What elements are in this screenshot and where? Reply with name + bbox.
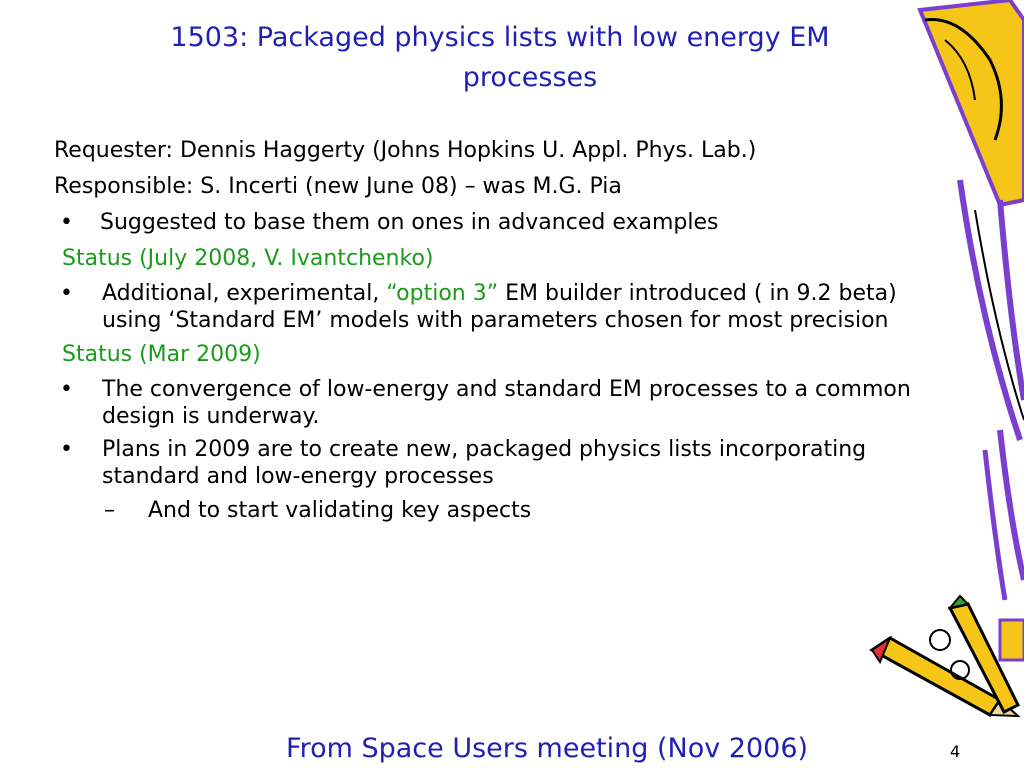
pencil-small-icon (872, 596, 1018, 716)
option3-highlight: “option 3” (386, 281, 499, 306)
page-number: 4 (950, 742, 961, 761)
bullet-marker: • (60, 437, 73, 462)
status-heading-2: Status (Mar 2009) (62, 342, 261, 367)
bullet-additional-post: EM builder introduced ( in 9.2 beta) using ‘Standard EM’ models with parameters chosen for most precision (102, 281, 897, 333)
sub-bullet-text: And to start validating key aspects (148, 498, 532, 523)
requester-line: Requester: Dennis Haggerty (Johns Hopkins U. Appl. Phys. Lab.) (54, 138, 757, 163)
bullet-suggested-text: Suggested to base them on ones in advanced examples (100, 210, 719, 235)
responsible-line: Responsible: S. Incerti (new June 08) – was M.G. Pia (54, 174, 622, 199)
slide-title-line1: 1503: Packaged physics lists with low energy EM (170, 22, 830, 53)
slide-title-line2: processes (462, 62, 598, 93)
bullet-marker: • (60, 281, 73, 306)
slide-footer: From Space Users meeting (Nov 2006) (286, 733, 809, 764)
bullet-marker: • (60, 210, 73, 235)
status-heading-1: Status (July 2008, V. Ivantchenko) (62, 246, 434, 271)
bullet-plans-text: Plans in 2009 are to create new, packaged physics lists incorporating standard and low-energy processes (102, 437, 867, 489)
bullet-marker: • (60, 377, 73, 402)
dash-marker: – (104, 498, 115, 523)
bullet-additional-pre: Additional, experimental, (102, 281, 387, 306)
pencil-large-icon (920, 0, 1024, 660)
bullet-convergence-text: The convergence of low-energy and standard EM processes to a common design is underway. (102, 377, 911, 429)
